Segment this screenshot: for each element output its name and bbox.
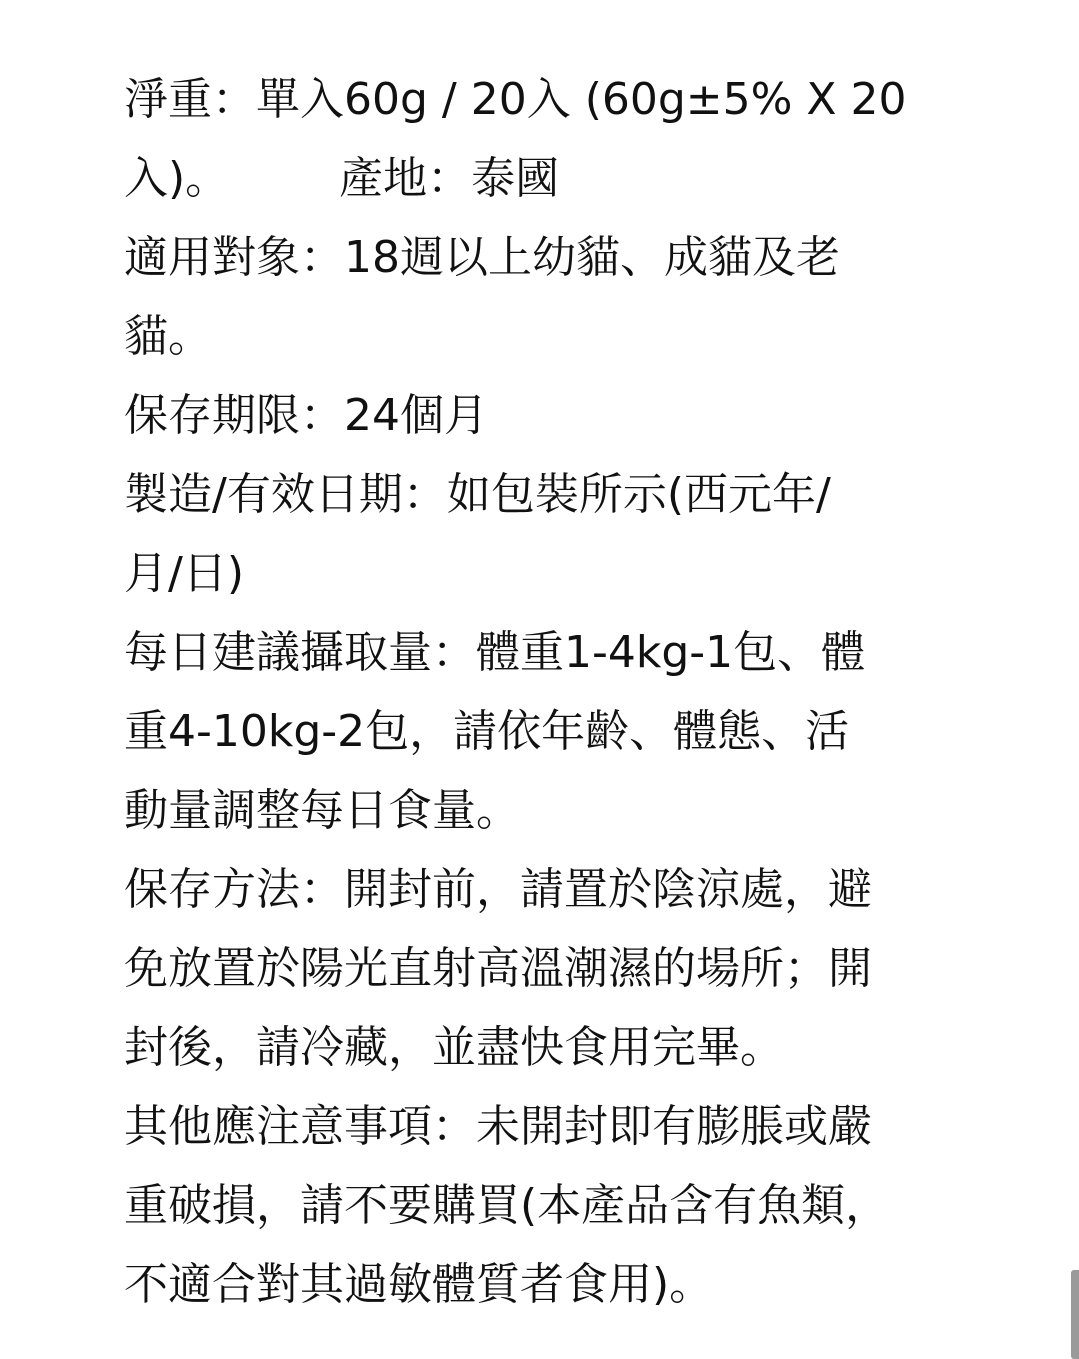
text-segment-net-weight-end: 入)。: [124, 153, 230, 204]
text-line-target: 適用對象：18週以上幼貓、成貓及老: [124, 232, 840, 283]
text-line-net-weight: 淨重：單入60g / 20入 (60g±5% X 20: [124, 74, 907, 125]
product-info-text: [124, 60, 954, 1324]
text-line-shelf-life: 保存期限：24個月: [124, 390, 488, 441]
text-line-notes: 其他應注意事項：未開封即有膨脹或嚴: [124, 1101, 872, 1152]
text-line-intake-cont2: 動量調整每日食量。: [124, 785, 520, 836]
scrollbar-thumb[interactable]: [1071, 1270, 1079, 1359]
text-line-intake-cont: 重4-10kg-2包，請依年齡、體態、活: [124, 706, 850, 757]
text-line-storage-cont2: 封後，請冷藏，並盡快食用完畢。: [124, 1022, 784, 1073]
text-line-intake: 每日建議攝取量：體重1-4kg-1包、體: [124, 627, 866, 678]
text-line-dates-cont: 月/日): [124, 548, 244, 599]
text-line-notes-cont2: 不適合對其過敏體質者食用)。: [124, 1259, 714, 1310]
text-line-notes-cont: 重破損，請不要購買(本產品含有魚類，: [124, 1180, 890, 1231]
text-line-dates: 製造/有效日期：如包裝所示(西元年/: [124, 469, 831, 520]
text-line-storage: 保存方法：開封前，請置於陰涼處，避: [124, 864, 872, 915]
text-line-target-cont: 貓。: [124, 311, 212, 362]
text-line-net-weight-cont: [124, 139, 954, 218]
text-line-storage-cont: 免放置於陽光直射高溫潮濕的場所；開: [124, 943, 872, 994]
text-segment-origin: 產地：泰國: [339, 153, 560, 204]
